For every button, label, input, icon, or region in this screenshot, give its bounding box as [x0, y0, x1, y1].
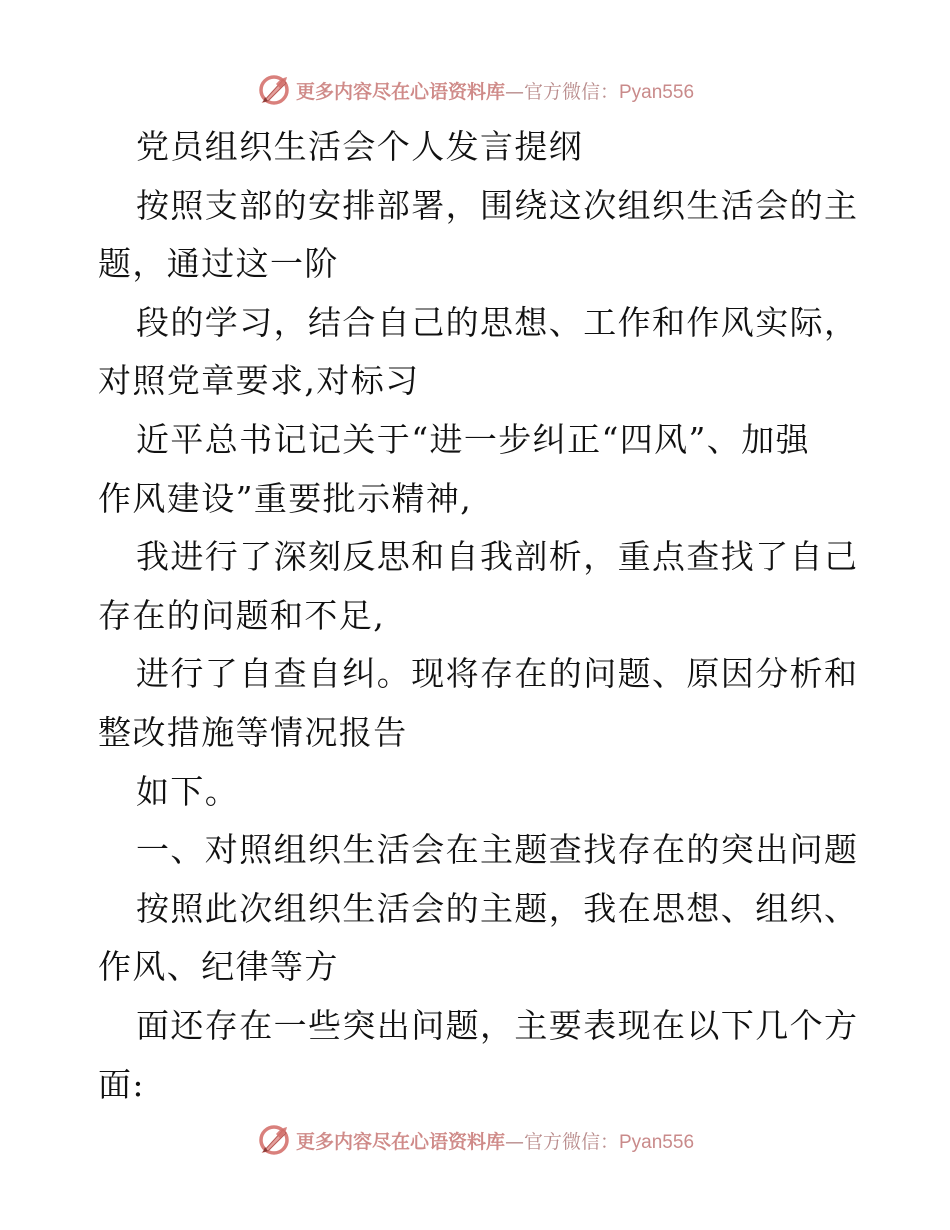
- paragraph-line: 段的学习，结合自己的思想、工作和作风实际，: [136, 302, 859, 342]
- watermark-label: 官方微信：: [523, 80, 619, 103]
- paragraph-line: 作风建设”重要批示精神,: [98, 478, 473, 518]
- watermark-label: 官方微信：: [523, 1130, 619, 1153]
- paragraph-line: 我进行了深刻反思和自我剖析，重点查找了自己: [136, 537, 859, 577]
- watermark-id: Pyan556: [619, 1131, 695, 1153]
- watermark-text: [296, 1127, 694, 1154]
- watermark-dash: —: [504, 1130, 524, 1153]
- watermark-dash: —: [504, 80, 524, 103]
- quill-logo-icon: [256, 1122, 292, 1158]
- section-heading: 一、对照组织生活会在主题查找存在的突出问题: [136, 830, 859, 870]
- paragraph-line: 按照支部的安排部署，围绕这次组织生活会的主: [136, 185, 859, 225]
- document-title: 党员组织生活会个人发言提纲: [136, 127, 584, 166]
- watermark-id: Pyan556: [619, 81, 695, 103]
- paragraph-line: 作风、纪律等方: [98, 947, 339, 987]
- paragraph-line: 整改措施等情况报告: [98, 712, 408, 752]
- watermark-header: [0, 72, 950, 108]
- paragraph-line: 面:: [98, 1064, 145, 1104]
- watermark-brand: 更多内容尽在心语资料库: [295, 1130, 505, 1153]
- paragraph-line: 对照党章要求,对标习: [98, 361, 420, 401]
- paragraph-line: 存在的问题和不足,: [98, 595, 386, 635]
- watermark-text: [296, 77, 694, 104]
- paragraph-line: 面还存在一些突出问题，主要表现在以下几个方: [136, 1005, 859, 1045]
- paragraph-line: 按照此次组织生活会的主题，我在思想、组织、: [136, 888, 859, 928]
- paragraph-line: 如下。: [136, 771, 240, 811]
- watermark-brand: 更多内容尽在心语资料库: [295, 80, 505, 103]
- watermark-footer: [0, 1122, 950, 1158]
- paragraph-line: 题，通过这一阶: [98, 244, 339, 284]
- quill-logo-icon: [256, 72, 292, 108]
- paragraph-line: 近平总书记记关于“进一步纠正“四风”、加强: [136, 419, 811, 459]
- document-body: [98, 118, 858, 1114]
- paragraph-line: 进行了自查自纠。现将存在的问题、原因分析和: [136, 654, 859, 694]
